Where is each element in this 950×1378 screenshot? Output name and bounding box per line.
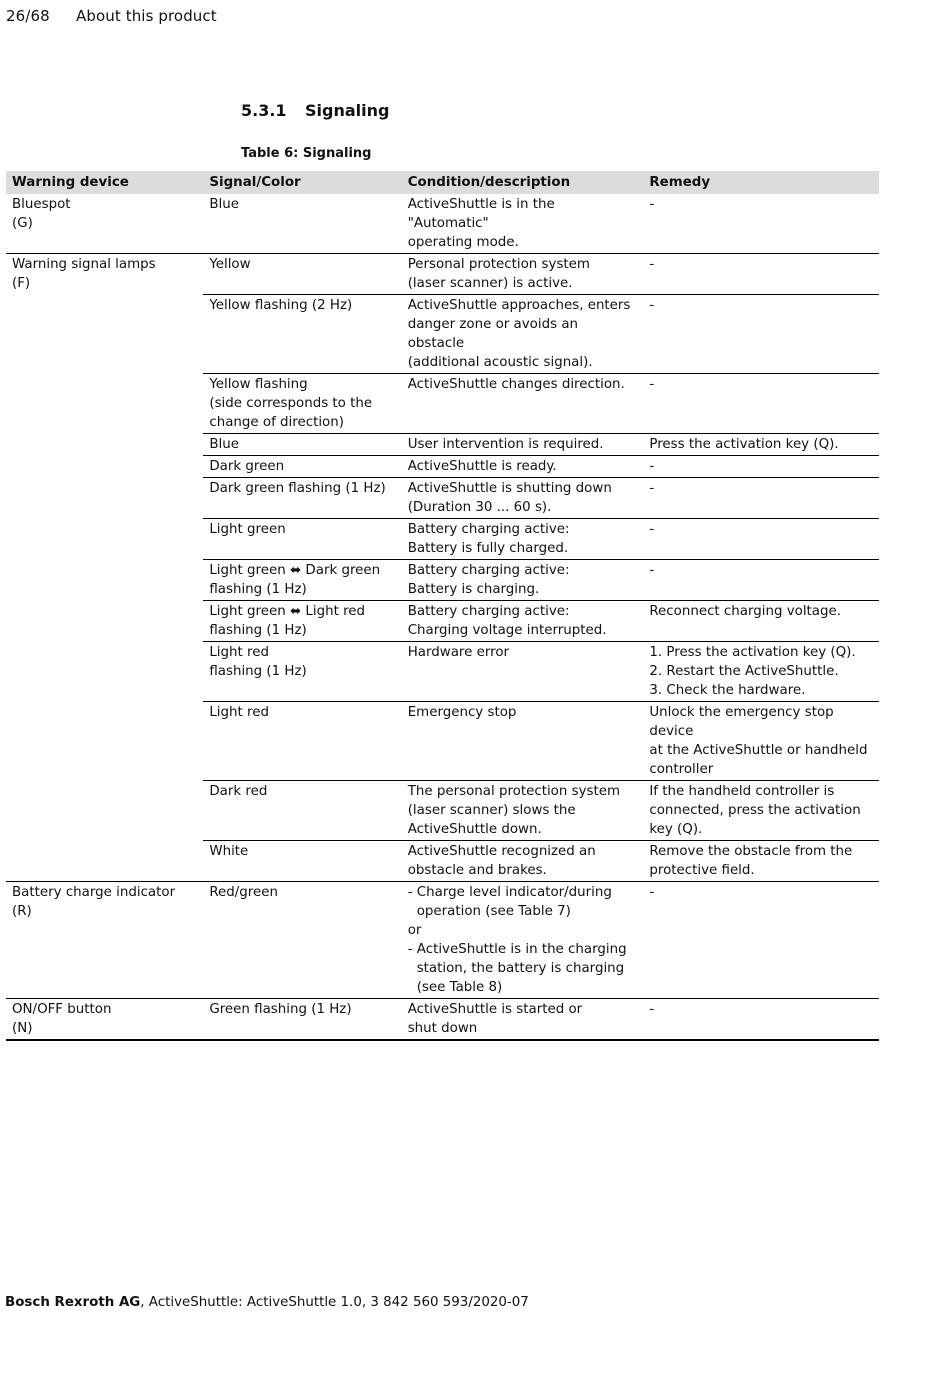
remedy-cell: 1. Press the activation key (Q). 2. Restart the ActiveShuttle. 3. Check the hardware.	[643, 642, 879, 702]
condition-cell: ActiveShuttle changes direction.	[402, 374, 644, 434]
page-footer	[5, 1295, 529, 1310]
signal-cell: Dark red	[203, 781, 401, 841]
page-header	[6, 7, 217, 25]
device-cell: Battery charge indicator (R)	[6, 882, 203, 999]
condition-cell: ActiveShuttle is in the "Automatic" operating mode.	[402, 194, 644, 254]
condition-cell: Personal protection system (laser scanner) is active.	[402, 254, 644, 295]
remedy-cell: -	[643, 478, 879, 519]
remedy-cell: -	[643, 456, 879, 478]
condition-cell: Battery charging active: Charging voltage interrupted.	[402, 601, 644, 642]
condition-cell: User intervention is required.	[402, 434, 644, 456]
remedy-cell: -	[643, 560, 879, 601]
condition-line: station, the battery is charging	[416, 961, 625, 976]
remedy-cell: Remove the obstacle from the protective field.	[643, 841, 879, 882]
device-cell: Warning signal lamps (F)	[6, 254, 203, 882]
table-row	[6, 882, 879, 999]
section-number: 5.3.1	[241, 101, 287, 120]
condition-cell: Battery charging active: Battery is charging.	[402, 560, 644, 601]
condition-line: operation (see Table 7)	[416, 904, 571, 919]
signal-cell: Dark green	[203, 456, 401, 478]
signal-cell: Dark green flashing (1 Hz)	[203, 478, 401, 519]
table-header-row	[6, 171, 879, 194]
signal-cell: Yellow	[203, 254, 401, 295]
signal-cell: Light green	[203, 519, 401, 560]
signal-cell: Yellow flashing (2 Hz)	[203, 295, 401, 374]
signal-cell: White	[203, 841, 401, 882]
signal-cell: Blue	[203, 194, 401, 254]
signal-cell: Red/green	[203, 882, 401, 999]
remedy-cell: -	[643, 295, 879, 374]
device-cell: Bluespot (G)	[6, 194, 203, 254]
device-cell: ON/OFF button (N)	[6, 999, 203, 1041]
section-heading	[241, 101, 389, 120]
signal-cell: Blue	[203, 434, 401, 456]
condition-line: or	[407, 923, 422, 938]
condition-cell: ActiveShuttle is ready.	[402, 456, 644, 478]
table-row	[6, 254, 879, 295]
signal-cell: Light red flashing (1 Hz)	[203, 642, 401, 702]
remedy-cell: Reconnect charging voltage.	[643, 601, 879, 642]
condition-cell: The personal protection system (laser scanner) slows the ActiveShuttle down.	[402, 781, 644, 841]
condition-cell: Hardware error	[402, 642, 644, 702]
column-header: Warning device	[6, 171, 203, 194]
remedy-cell: -	[643, 882, 879, 999]
table-row	[6, 999, 879, 1041]
condition-cell: Emergency stop	[402, 702, 644, 781]
condition-cell: ActiveShuttle recognized an obstacle and brakes.	[402, 841, 644, 882]
column-header: Condition/description	[402, 171, 644, 194]
signal-cell: Light green ⬌ Dark green flashing (1 Hz)	[203, 560, 401, 601]
remedy-cell: If the handheld controller is connected, press the activation key (Q).	[643, 781, 879, 841]
chapter-title: About this product	[76, 7, 217, 25]
section-title: Signaling	[305, 101, 390, 120]
remedy-cell: -	[643, 194, 879, 254]
signal-cell: Yellow flashing (side corresponds to the change of direction)	[203, 374, 401, 434]
condition-line: - Charge level indicator/during	[407, 885, 612, 900]
condition-line: - ActiveShuttle is in the charging	[407, 942, 627, 957]
table-caption: Table 6: Signaling	[241, 146, 372, 161]
signal-cell: Light green ⬌ Light red flashing (1 Hz)	[203, 601, 401, 642]
condition-cell: ActiveShuttle approaches, enters danger zone or avoids an obstacle (additional acoustic signal).	[402, 295, 644, 374]
condition-line: (see Table 8)	[416, 980, 503, 995]
column-header: Signal/Color	[203, 171, 401, 194]
condition-cell: ActiveShuttle is shutting down (Duration 30 ... 60 s).	[402, 478, 644, 519]
footer-company: Bosch Rexroth AG	[5, 1295, 141, 1310]
remedy-cell: -	[643, 519, 879, 560]
page-number: 26/68	[6, 7, 50, 25]
remedy-cell: Press the activation key (Q).	[643, 434, 879, 456]
remedy-cell: -	[643, 254, 879, 295]
condition-cell: ActiveShuttle is started or shut down	[402, 999, 644, 1041]
signal-cell: Green flashing (1 Hz)	[203, 999, 401, 1041]
table-row	[6, 194, 879, 254]
remedy-cell: Unlock the emergency stop device at the ActiveShuttle or handheld controller	[643, 702, 879, 781]
remedy-cell: -	[643, 999, 879, 1041]
remedy-cell: -	[643, 374, 879, 434]
signal-cell: Light red	[203, 702, 401, 781]
condition-cell: Battery charging active: Battery is fully charged.	[402, 519, 644, 560]
footer-document-info: , ActiveShuttle: ActiveShuttle 1.0, 3 842 560 593/2020-07	[140, 1295, 529, 1310]
condition-cell	[402, 882, 644, 999]
signaling-table	[6, 171, 879, 1041]
column-header: Remedy	[643, 171, 879, 194]
